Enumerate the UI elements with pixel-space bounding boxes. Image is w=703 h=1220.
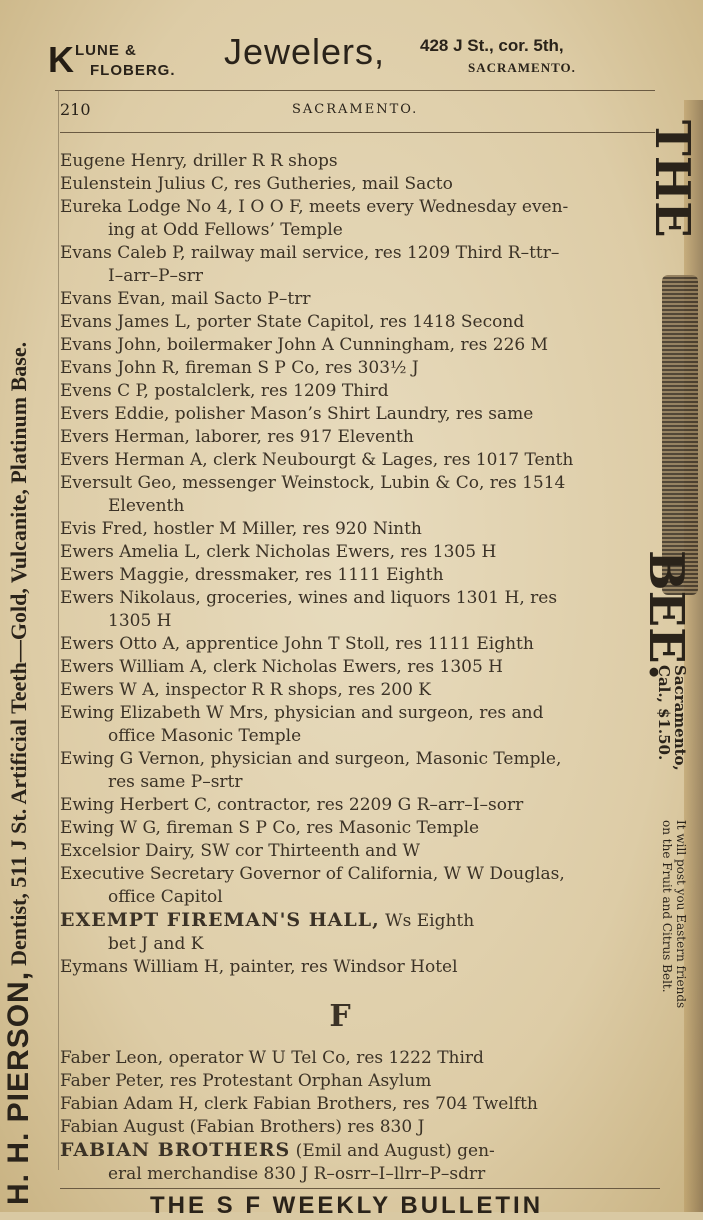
bee-newspaper-advertisement [638,100,703,1212]
list-item: Ewers William A, clerk Nicholas Ewers, res 1305 H [60,657,503,677]
list-item: Evis Fred, hostler M Miller, res 920 Ninth [60,519,422,539]
list-item-continuation: office Masonic Temple [108,726,302,746]
list-item: Evens C P, postalclerk, res 1209 Third [60,381,389,401]
list-item-continuation: Eleventh [108,496,185,516]
store-address: 428 J St., cor. 5th, [420,36,564,55]
list-item: Evans Evan, mail Sacto P–trr [60,289,311,309]
letter-heading: F [329,999,351,1034]
list-item: Ewers Amelia L, clerk Nicholas Ewers, res 1305 H [60,542,497,562]
promo-line-1: It will post you Eastern friends [674,820,688,1009]
firm-line-2: FLOBERG. [90,62,176,79]
firm-line-1: LUNE & [75,42,137,59]
page-number: 210 [60,100,91,119]
list-item: Fabian Adam H, clerk Fabian Brothers, res 704 Twelfth [60,1094,538,1114]
list-item-continuation: res same P–srtr [108,772,243,792]
dentist-text: Dentist, 511 J St. Artificial Teeth—Gold, Vulcanite, Platinum Base. [6,341,31,966]
subscription-price [656,665,688,771]
list-item: Evans John, boilermaker John A Cunningham, res 226 M [60,335,549,355]
header-rule-top [55,90,655,91]
list-item: Faber Peter, res Protestant Orphan Asylum [60,1071,432,1091]
list-item: Ewers Nikolaus, groceries, wines and liquors 1301 H, res [60,588,558,608]
list-item: Ewing W G, fireman S P Co, res Masonic Temple [60,818,480,838]
list-item-continuation: I–arr–P–srr [108,266,204,286]
list-item-continuation: bet J and K [108,934,204,954]
list-item: Excelsior Dairy, SW cor Thirteenth and W [60,841,421,861]
list-item: Eureka Lodge No 4, I O O F, meets every Wednesday even- [60,197,569,217]
list-item: Eugene Henry, driller R R shops [60,151,338,171]
list-item: Ewers Otto A, apprentice John T Stoll, res 1111 Eighth [60,634,534,654]
exempt-hall-address: Ws Eighth [379,911,475,931]
f-entries [60,1047,660,1139]
list-item-continuation: 1305 H [108,611,172,631]
fabian-brothers-name: FABIAN BROTHERS [60,1139,291,1161]
fabian-brothers-detail: (Emil and August) gen- [290,1141,495,1161]
list-item: Evans James L, porter State Capitol, res 1418 Second [60,312,525,332]
firm-initial: K [48,39,74,80]
jeweler-advertisement [40,30,665,82]
trade-name: Jewelers, [224,31,386,72]
list-item: Eulenstein Julius C, res Gutheries, mail Sacto [60,174,453,194]
list-item [60,909,660,933]
running-head: SACRAMENTO. [292,102,419,117]
list-item-continuation: ing at Odd Fellows’ Temple [108,220,343,240]
firm-name [40,38,240,82]
promo-line-2: on the Fruit and Citrus Belt. [660,820,674,993]
list-item: Evans John R, fireman S P Co, res 303½ J [60,358,419,378]
list-item: Ewers Maggie, dressmaker, res 1111 Eighth [60,565,444,585]
list-item: Faber Leon, operator W U Tel Co, res 1222 Third [60,1048,484,1068]
list-item: Ewing G Vernon, physician and surgeon, Masonic Temple, [60,749,562,769]
list-item: Evans Caleb P, railway mail service, res 1209 Third R–ttr– [60,243,560,263]
list-item: Executive Secretary Governor of California, W W Douglas, [60,864,565,884]
header-rule [60,132,655,133]
list-item: Ewers W A, inspector R R shops, res 200 K [60,680,432,700]
dentist-advertisement [0,0,48,1212]
bulletin-advertisement: THE S F WEEKLY BULLETIN [150,1192,544,1219]
list-item: Ewing Elizabeth W Mrs, physician and surgeon, res and [60,703,544,723]
list-item: Evers Herman, laborer, res 917 Eleventh [60,427,414,447]
dentist-name: H. H. PIERSON, [2,970,35,1205]
bottom-rule [60,1188,660,1189]
bee-title: BEE. [638,550,694,681]
store-city: SACRAMENTO. [468,60,576,75]
list-item: Evers Herman A, clerk Neubourgt & Lages, res 1017 Tenth [60,450,574,470]
directory-listing [60,150,660,1186]
list-item-continuation: eral merchandise 830 J R–osrr–I–llrr–P–sdrr [108,1164,486,1184]
promo-text [660,820,688,1008]
list-item: Eymans William H, painter, res Windsor Hotel [60,957,458,977]
list-item: Evers Eddie, polisher Mason’s Shirt Laundry, res same [60,404,534,424]
the-word: THE [644,120,700,238]
e-entries [60,150,660,909]
column-rule [58,90,59,1170]
list-item: Ewing Herbert C, contractor, res 2209 G R–arr–I–sorr [60,795,524,815]
bee-engraving [662,275,698,595]
price-line-1: Sacramento, [671,665,689,771]
list-item: Eversult Geo, messenger Weinstock, Lubin & Co, res 1514 [60,473,566,493]
price-line-2: Cal., $1.50. [655,665,673,761]
list-item: Fabian August (Fabian Brothers) res 830 J [60,1117,425,1137]
list-item-continuation: office Capitol [108,887,223,907]
exempt-hall-name: EXEMPT FIREMAN'S HALL, [60,909,380,931]
list-item [60,1139,660,1163]
